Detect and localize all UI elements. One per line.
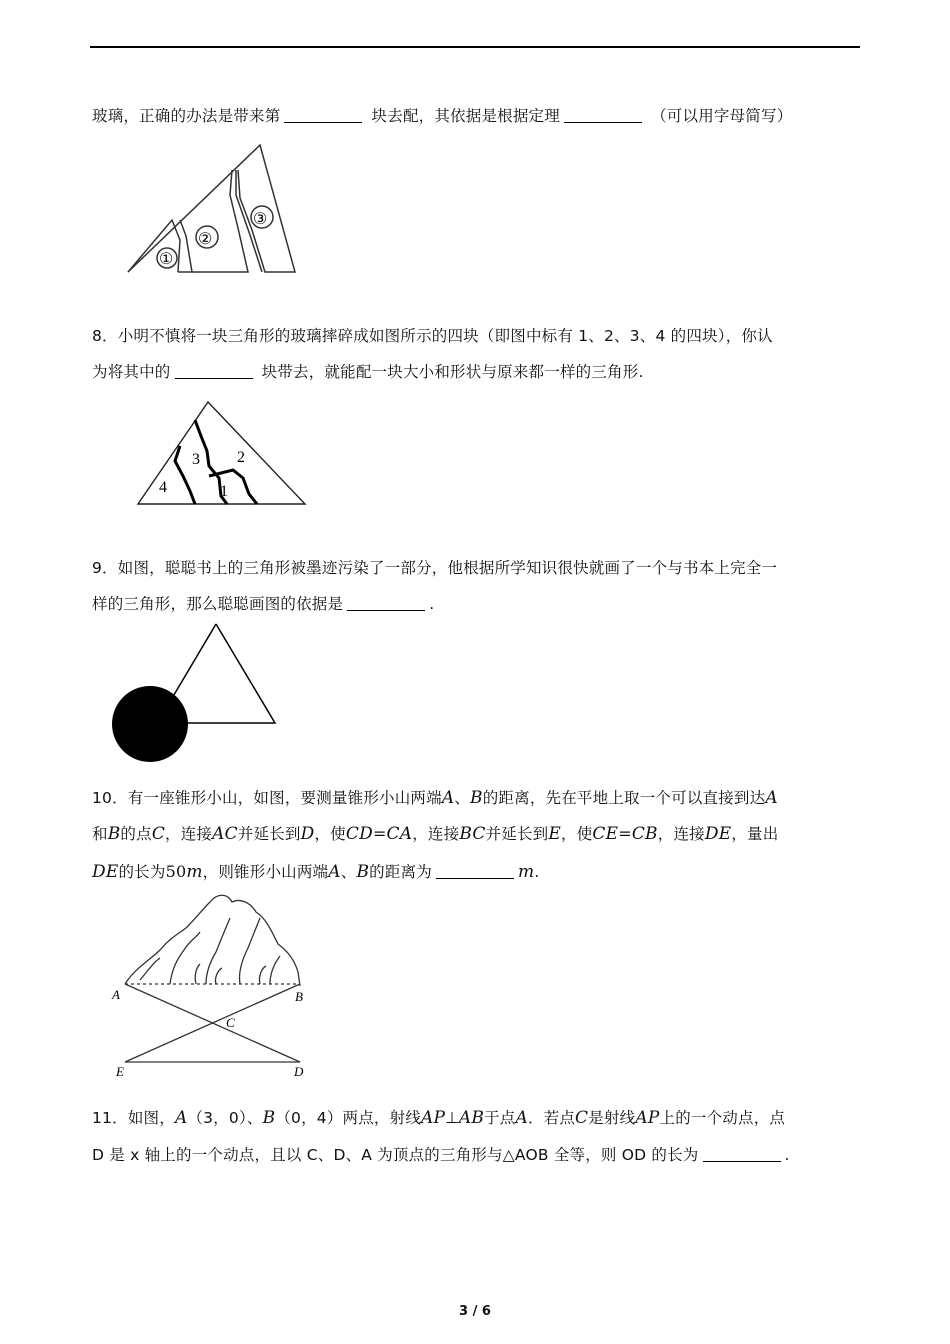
text-span: A <box>174 1108 188 1128</box>
text: 玻璃，正确的办法是带来第 <box>92 107 281 125</box>
text-span: B <box>356 862 370 882</box>
text-span: B <box>107 824 121 844</box>
text-span: ，连接 <box>412 825 460 843</box>
text-span: CD <box>345 824 373 844</box>
answer-blank <box>564 107 642 123</box>
text: 块带去，就能配一块大小和形状与原来都一样的三角形. <box>261 363 644 381</box>
text-span: 、 <box>340 863 357 881</box>
piece-label-1: 1 <box>220 483 228 500</box>
mountain-outline <box>125 895 300 986</box>
answer-blank <box>436 863 514 879</box>
text: 小明不慎将一块三角形的玻璃摔碎成如图所示的四块（即图中标有 1、2、3、4 的四块），你认 <box>117 327 773 345</box>
text-span: 和 <box>92 825 108 843</box>
text: 样的三角形，那么聪聪画图的依据是 <box>92 595 344 613</box>
text-span: ⊥ <box>445 1109 459 1127</box>
q11-line2 <box>92 1143 790 1165</box>
text-span: 11． <box>92 1109 128 1127</box>
q9-line1 <box>92 556 777 578</box>
text-span: m <box>517 862 535 882</box>
text-span: D 是 x 轴上的一个动点，且以 C、D、A 为顶点的三角形与△AOB 全等，则 OD 的长为 <box>92 1146 699 1164</box>
point-label-a: A <box>112 987 120 1002</box>
text-span: . <box>784 1146 790 1164</box>
piece-label-2: ② <box>198 231 213 248</box>
answer-blank <box>703 1146 781 1162</box>
text-span: CE <box>592 824 619 844</box>
q8-line2 <box>92 360 644 382</box>
q10-line2 <box>92 822 778 844</box>
triangle <box>170 624 275 723</box>
text-span: E <box>548 824 561 844</box>
text-span: AP <box>635 1108 660 1128</box>
q10-line1 <box>92 786 778 808</box>
text: . <box>429 595 435 613</box>
text: 如图，聪聪书上的三角形被墨迹污染了一部分，他根据所学知识很快就画了一个与书本上完全一 <box>117 559 778 577</box>
ink-blot <box>112 686 188 762</box>
question-number: 8． <box>92 327 118 345</box>
text-span: 有一座锥形小山，如图，要测量锥形小山两端 <box>127 789 442 807</box>
text-span: B <box>470 788 483 808</box>
page-number: 3 / 6 <box>459 1304 491 1319</box>
point-label-b: B <box>295 989 303 1004</box>
text-span: DE <box>92 862 119 882</box>
text-span: = <box>372 824 387 843</box>
text-span: . <box>534 863 540 881</box>
text-span: 10． <box>92 789 128 807</box>
point-label-e: E <box>116 1064 124 1079</box>
q10-mountain-figure <box>110 888 320 1080</box>
text-span: 于点 <box>484 1109 516 1127</box>
text-span: CB <box>631 824 658 844</box>
text-span: ，连接 <box>165 825 213 843</box>
q11-line1 <box>92 1106 785 1128</box>
text-span: C <box>151 824 166 844</box>
text-span: A <box>328 862 341 882</box>
text-span: A <box>441 788 455 808</box>
text-span: BC <box>459 824 486 844</box>
text-span: A <box>765 788 778 808</box>
text: 块去配，其依据是根据定理 <box>371 107 560 125</box>
text-span: D <box>300 824 315 844</box>
point-label-d: D <box>294 1064 304 1079</box>
text-span: 并延长到 <box>237 825 301 843</box>
text: 为将其中的 <box>92 363 171 381</box>
text-span: ，则锥形小山两端 <box>202 863 329 881</box>
q7-line <box>92 104 792 126</box>
text: （可以用字母简写） <box>651 107 793 125</box>
text-span: 并延长到 <box>485 825 549 843</box>
text-span: AC <box>212 824 238 844</box>
text-span: CA <box>386 824 413 844</box>
text-span: 、 <box>454 789 471 807</box>
text-span: 的距离，先在平地上取一个可以直接到达 <box>482 789 766 807</box>
text-span: = <box>618 824 632 843</box>
text-span: m <box>186 862 203 882</box>
q8-triangle-figure <box>135 396 310 508</box>
answer-blank <box>347 595 425 611</box>
q8-line1 <box>92 324 773 346</box>
text-span: C <box>575 1108 589 1128</box>
text-span: AP <box>421 1108 446 1128</box>
text-span: A <box>515 1108 528 1128</box>
piece-label-3: 3 <box>192 451 200 468</box>
piece-label-2: 2 <box>237 449 245 466</box>
text-span: AB <box>458 1108 485 1128</box>
text-span: （0，4）两点，射线 <box>275 1109 422 1127</box>
text-span: ，量出 <box>731 825 779 843</box>
text-span: 的点 <box>120 825 152 843</box>
text-span: B <box>262 1108 276 1128</box>
text-span: 是射线 <box>588 1109 636 1127</box>
piece-label-3: ③ <box>253 211 268 228</box>
text-span: 的长为 <box>118 863 166 881</box>
piece-label-4: 4 <box>159 479 167 496</box>
text-span: 如图， <box>127 1109 175 1127</box>
text-span: （3，0）、 <box>187 1109 263 1127</box>
q9-ink-triangle-figure <box>110 620 280 765</box>
text-span: ．若点 <box>527 1109 576 1127</box>
text-span: ，使 <box>561 825 593 843</box>
q9-line2 <box>92 592 434 614</box>
header-rule <box>90 46 860 48</box>
text-span: ，使 <box>314 825 346 843</box>
text-span: 50 <box>165 862 187 881</box>
q7-broken-glass-figure <box>120 140 305 282</box>
answer-blank <box>175 363 253 379</box>
text-span: ，连接 <box>657 825 705 843</box>
point-label-c: C <box>226 1015 235 1030</box>
text-span: DE <box>704 824 732 844</box>
question-number: 9． <box>92 559 118 577</box>
answer-blank <box>284 107 362 123</box>
q10-line3 <box>92 860 539 882</box>
text-span: 的距离为 <box>369 863 432 881</box>
text-span: 上的一个动点，点 <box>659 1109 786 1127</box>
piece-label-1: ① <box>159 251 174 268</box>
